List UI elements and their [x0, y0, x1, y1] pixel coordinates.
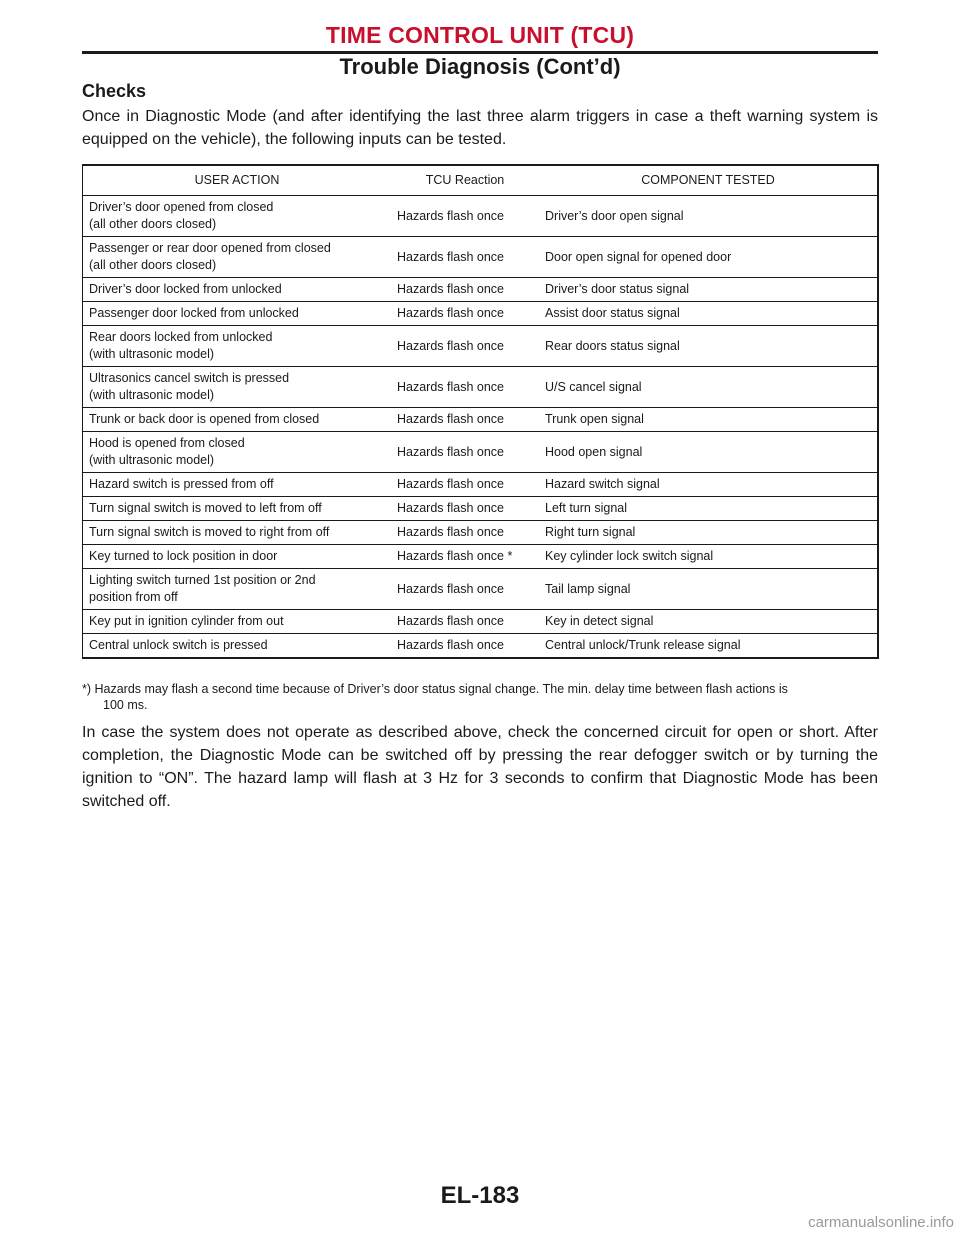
- table-row: [83, 432, 879, 473]
- cell-user-action: [83, 521, 392, 545]
- diagnostic-checks-table: [82, 164, 879, 659]
- cell-tcu-reaction: Hazards flash once: [391, 497, 539, 521]
- cell-tcu-reaction: Hazards flash once *: [391, 545, 539, 569]
- table-row: [83, 237, 879, 278]
- cell-component-tested: Trunk open signal: [539, 408, 878, 432]
- cell-component-tested: Rear doors status signal: [539, 326, 878, 367]
- user-action-line: Key put in ignition cylinder from out: [89, 614, 284, 628]
- cell-tcu-reaction: Hazards flash once: [391, 569, 539, 610]
- cell-component-tested: Tail lamp signal: [539, 569, 878, 610]
- cell-component-tested: Hazard switch signal: [539, 473, 878, 497]
- cell-tcu-reaction: Hazards flash once: [391, 473, 539, 497]
- cell-user-action: [83, 367, 392, 408]
- cell-tcu-reaction: Hazards flash once: [391, 196, 539, 237]
- user-action-line: (with ultrasonic model): [89, 347, 215, 361]
- table-footnote: [82, 681, 878, 713]
- cell-tcu-reaction: Hazards flash once: [391, 521, 539, 545]
- cell-tcu-reaction: Hazards flash once: [391, 432, 539, 473]
- cell-user-action: [83, 473, 392, 497]
- cell-user-action: [83, 569, 392, 610]
- table-row: [83, 545, 879, 569]
- user-action-line: Ultrasonics cancel switch is pressed: [89, 371, 290, 385]
- table-row: [83, 521, 879, 545]
- section-title: TIME CONTROL UNIT (TCU): [325, 22, 635, 48]
- cell-component-tested: Hood open signal: [539, 432, 878, 473]
- user-action-line: (all other doors closed): [89, 217, 217, 231]
- user-action-line: (with ultrasonic model): [89, 453, 215, 467]
- checks-heading: Checks: [82, 81, 147, 101]
- cell-tcu-reaction: Hazards flash once: [391, 278, 539, 302]
- table-row: [83, 473, 879, 497]
- user-action-line: (with ultrasonic model): [89, 388, 215, 402]
- table-row: [83, 367, 879, 408]
- cell-tcu-reaction: Hazards flash once: [391, 237, 539, 278]
- user-action-line: position from off: [89, 590, 178, 604]
- cell-user-action: [83, 302, 392, 326]
- column-header-tcu-reaction: TCU Reaction: [391, 165, 539, 196]
- user-action-line: Turn signal switch is moved to right from off: [89, 525, 330, 539]
- cell-user-action: [83, 326, 392, 367]
- table-row: [83, 408, 879, 432]
- column-header-user-action: USER ACTION: [83, 165, 392, 196]
- user-action-line: Central unlock switch is pressed: [89, 638, 268, 652]
- user-action-line: Hazard switch is pressed from off: [89, 477, 274, 491]
- cell-component-tested: Driver’s door status signal: [539, 278, 878, 302]
- cell-tcu-reaction: Hazards flash once: [391, 367, 539, 408]
- user-action-line: Passenger or rear door opened from closed: [89, 241, 331, 255]
- user-action-line: Turn signal switch is moved to left from off: [89, 501, 322, 515]
- cell-user-action: [83, 237, 392, 278]
- column-header-component-tested: COMPONENT TESTED: [539, 165, 878, 196]
- cell-tcu-reaction: Hazards flash once: [391, 634, 539, 659]
- user-action-line: Hood is opened from closed: [89, 436, 245, 450]
- cell-user-action: [83, 497, 392, 521]
- cell-component-tested: Key in detect signal: [539, 610, 878, 634]
- user-action-line: Lighting switch turned 1st position or 2nd: [89, 573, 316, 587]
- cell-user-action: [83, 196, 392, 237]
- footnote-line-1: *) Hazards may flash a second time because of Driver’s door status signal change. The min. delay time between flash actions is: [82, 682, 788, 696]
- intro-paragraph: Once in Diagnostic Mode (and after identifying the last three alarm triggers in case a theft warning system is equipped on the vehicle), the following inputs can be tested.: [82, 108, 878, 148]
- table-row: [83, 278, 879, 302]
- cell-component-tested: Right turn signal: [539, 521, 878, 545]
- cell-user-action: [83, 610, 392, 634]
- cell-user-action: [83, 545, 392, 569]
- footnote-line-2: 100 ms.: [103, 698, 148, 712]
- cell-user-action: [83, 432, 392, 473]
- table-row: [83, 497, 879, 521]
- table-row: [83, 610, 879, 634]
- watermark: carmanualsonline.info: [808, 1214, 954, 1231]
- cell-tcu-reaction: Hazards flash once: [391, 302, 539, 326]
- cell-component-tested: Driver’s door open signal: [539, 196, 878, 237]
- table-row: [83, 326, 879, 367]
- cell-user-action: [83, 408, 392, 432]
- page-subtitle: Trouble Diagnosis (Cont’d): [339, 54, 621, 79]
- table-body: [83, 196, 879, 659]
- cell-component-tested: Left turn signal: [539, 497, 878, 521]
- cell-user-action: [83, 278, 392, 302]
- user-action-line: Rear doors locked from unlocked: [89, 330, 273, 344]
- cell-user-action: [83, 634, 392, 659]
- user-action-line: Passenger door locked from unlocked: [89, 306, 299, 320]
- cell-component-tested: Door open signal for opened door: [539, 237, 878, 278]
- user-action-line: Trunk or back door is opened from closed: [89, 412, 320, 426]
- user-action-line: Driver’s door opened from closed: [89, 200, 274, 214]
- user-action-line: (all other doors closed): [89, 258, 217, 272]
- cell-tcu-reaction: Hazards flash once: [391, 610, 539, 634]
- user-action-line: Driver’s door locked from unlocked: [89, 282, 282, 296]
- cell-component-tested: Central unlock/Trunk release signal: [539, 634, 878, 659]
- cell-component-tested: Assist door status signal: [539, 302, 878, 326]
- user-action-line: Key turned to lock position in door: [89, 549, 278, 563]
- table-row: [83, 302, 879, 326]
- table-row: [83, 569, 879, 610]
- table-row: [83, 634, 879, 659]
- cell-component-tested: Key cylinder lock switch signal: [539, 545, 878, 569]
- table-row: [83, 196, 879, 237]
- table-header-row: [83, 165, 879, 196]
- page-number: EL-183: [440, 1182, 520, 1209]
- closing-paragraph: In case the system does not operate as described above, check the concerned circuit for open or short. After completion, the Diagnostic Mode can be switched off by pressing the rear defogger switch or by turning the ignition to “ON”. The hazard lamp will flash at 3 Hz for 3 seconds to confirm that Diagnostic Mode has been switched off.: [82, 724, 878, 810]
- cell-tcu-reaction: Hazards flash once: [391, 326, 539, 367]
- cell-tcu-reaction: Hazards flash once: [391, 408, 539, 432]
- cell-component-tested: U/S cancel signal: [539, 367, 878, 408]
